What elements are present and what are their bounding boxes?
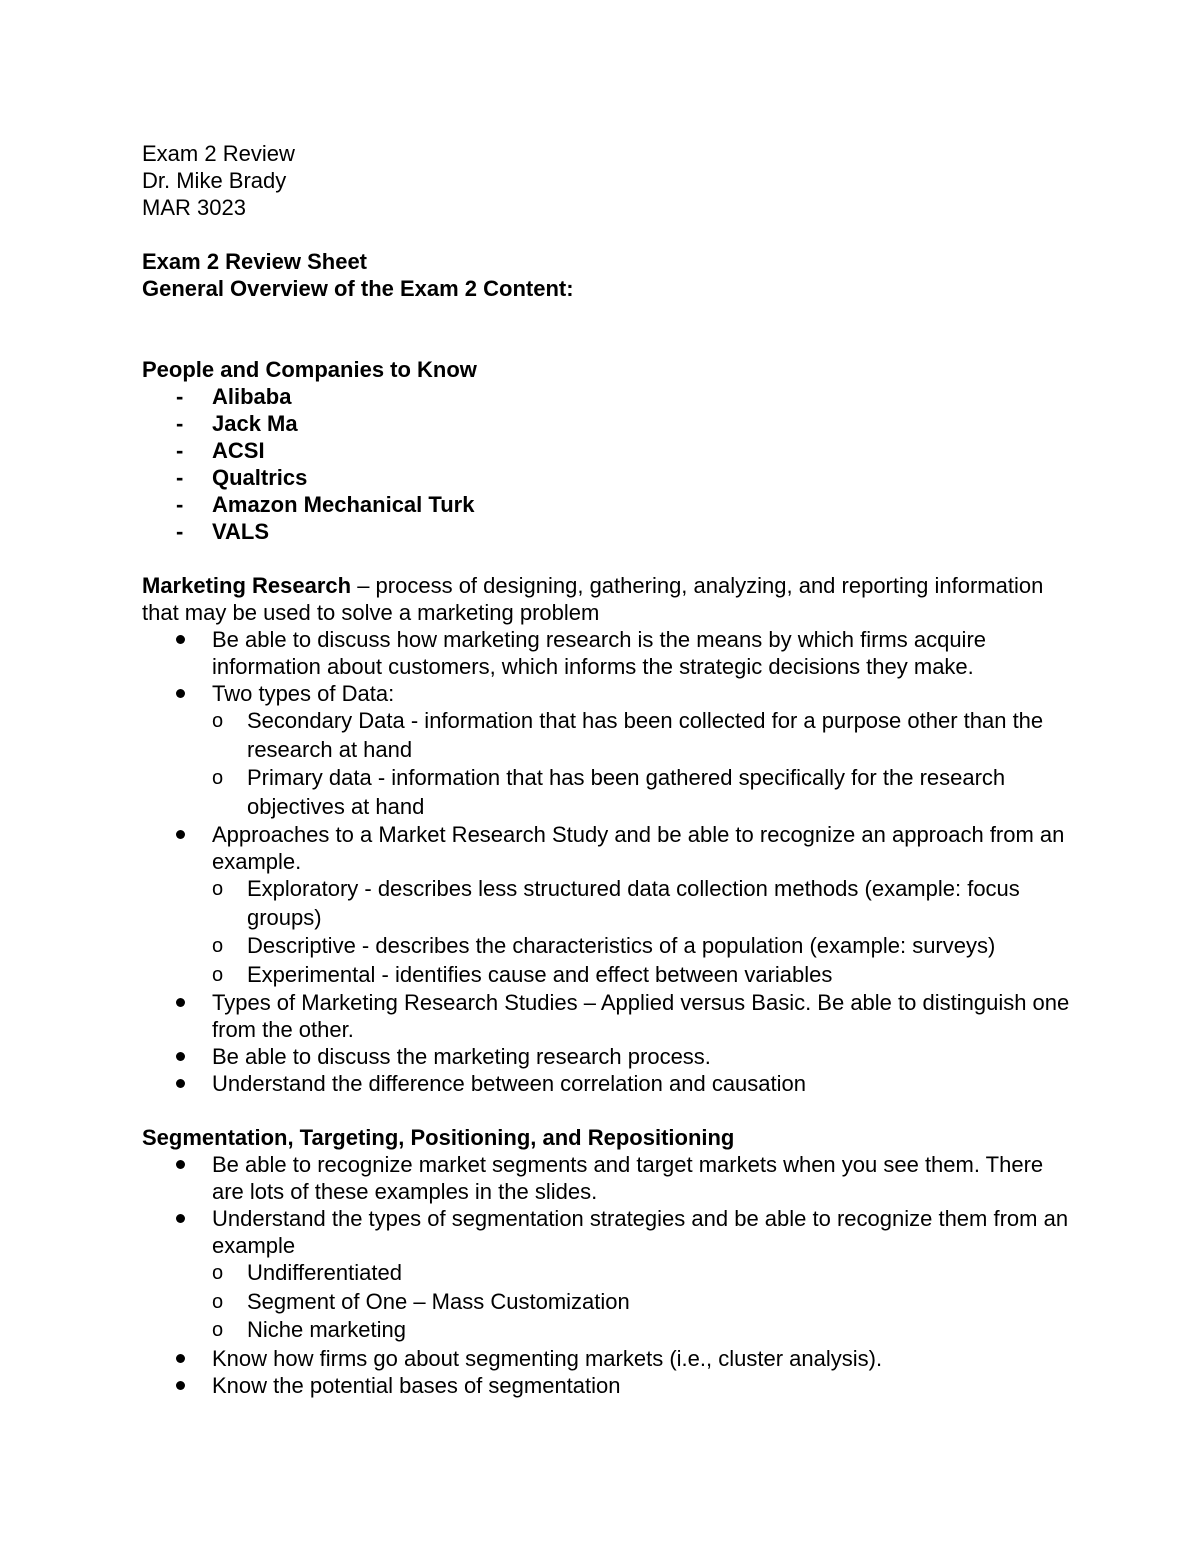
circle-bullet-icon: o [212,1262,224,1284]
list-item-text: Descriptive - describes the characteristics of a population (example: surveys) [247,933,996,958]
list-item [142,491,1072,518]
circle-bullet-icon: o [212,710,224,732]
dash-marker: - [176,411,184,436]
list-item-text: Two types of Data: [212,681,395,706]
list-item-text: Undifferentiated [247,1260,402,1285]
bullet-icon [176,830,185,839]
list-item-text: Know how firms go about segmenting markets (i.e., cluster analysis). [212,1345,883,1371]
list-item [142,383,1072,410]
list-item-text: Qualtrics [212,465,308,490]
list-item [142,1259,1072,1288]
doc-title-line: Exam 2 Review [142,141,295,166]
instructor-line: Dr. Mike Brady [142,168,287,193]
list-item [142,680,1072,821]
list-item [142,1205,1072,1345]
list-item-text: Exploratory - describes less structured data collection methods (example: focus groups) [247,876,1020,930]
list-item-text: Know the potential bases of segmentation [212,1372,621,1398]
bullet-icon [176,635,185,644]
segmentation-bullets [142,1151,1072,1399]
spacer [142,221,1072,248]
circle-bullet-icon: o [212,1319,224,1341]
list-item [142,626,1072,680]
marketing-research-term: Marketing Research [142,573,352,598]
bullet-icon [176,689,185,698]
strategies-list [142,1259,1072,1345]
data-types-list [142,707,1072,821]
circle-bullet-icon: o [212,935,224,957]
list-item [142,961,1072,990]
approaches-list [142,875,1072,989]
dash-marker: - [176,519,184,544]
list-item [142,518,1072,545]
list-item [142,1372,1072,1399]
list-item [142,1070,1072,1097]
course-line: MAR 3023 [142,195,246,220]
bullet-icon [176,1381,185,1390]
document-page [142,140,1072,1399]
circle-bullet-icon: o [212,878,224,900]
dash-marker: - [176,492,184,517]
list-item-text: Segment of One – Mass Customization [247,1288,630,1314]
list-item-text: Alibaba [212,384,292,409]
list-item-text: Approaches to a Market Research Study and be able to recognize an approach from an example. [212,822,1065,874]
list-item [142,932,1072,961]
list-item [142,989,1072,1043]
list-item-text: Jack Ma [212,411,298,436]
list-item-text: Niche marketing [247,1317,406,1342]
circle-bullet-icon: o [212,767,224,789]
list-item [142,764,1072,821]
list-item-text: Experimental - identifies cause and effect between variables [247,961,833,987]
list-item-text: Be able to recognize market segments and target markets when you see them. There are lots of these examples in the slides. [212,1152,1044,1204]
list-item-text: Be able to discuss the marketing research process. [212,1044,711,1069]
list-item [142,1316,1072,1345]
list-item-text: Primary data - information that has been gathered specifically for the research objectives at hand [247,765,1006,819]
list-item [142,875,1072,932]
list-item-text: Understand the types of segmentation strategies and be able to recognize them from an example [212,1206,1069,1258]
list-item-text: Secondary Data - information that has been collected for a purpose other than the research at hand [247,708,1044,762]
list-item [142,821,1072,989]
spacer [142,545,1072,572]
bullet-icon [176,1160,185,1169]
list-item [142,1288,1072,1317]
people-heading: People and Companies to Know [142,357,477,382]
bullet-icon [176,1354,185,1363]
list-item-text: Amazon Mechanical Turk [212,492,475,517]
list-item [142,410,1072,437]
list-item-text: Types of Marketing Research Studies – Applied versus Basic. Be able to distinguish one from the other. [212,990,1070,1042]
list-item-text: Understand the difference between correlation and causation [212,1071,806,1096]
dash-marker: - [176,465,184,490]
overview-heading: General Overview of the Exam 2 Content: [142,276,574,301]
bullet-icon [176,1079,185,1088]
bullet-icon [176,1214,185,1223]
list-item [142,707,1072,764]
list-item [142,437,1072,464]
list-item [142,464,1072,491]
spacer [142,302,1072,356]
people-list [142,383,1072,545]
list-item [142,1151,1072,1205]
marketing-bullets [142,626,1072,1097]
list-item [142,1043,1072,1070]
bullet-icon [176,1052,185,1061]
spacer [142,1097,1072,1124]
marketing-research-text: – process of designing, gathering, analyzing, and reporting information that may be used to solve a marketing problem [142,573,1044,625]
dash-marker: - [176,438,184,463]
list-item-text: VALS [212,519,270,544]
dash-marker: - [176,384,184,409]
sheet-title: Exam 2 Review Sheet [142,249,368,274]
list-item-text: ACSI [212,438,265,463]
segmentation-heading: Segmentation, Targeting, Positioning, and Repositioning [142,1125,735,1150]
circle-bullet-icon: o [212,963,224,986]
bullet-icon [176,998,185,1007]
list-item [142,1345,1072,1372]
marketing-research-definition [142,572,1072,626]
list-item-text: Be able to discuss how marketing research is the means by which firms acquire information about customers, which informs the strategic decisions they make. [212,627,987,679]
circle-bullet-icon: o [212,1290,224,1313]
